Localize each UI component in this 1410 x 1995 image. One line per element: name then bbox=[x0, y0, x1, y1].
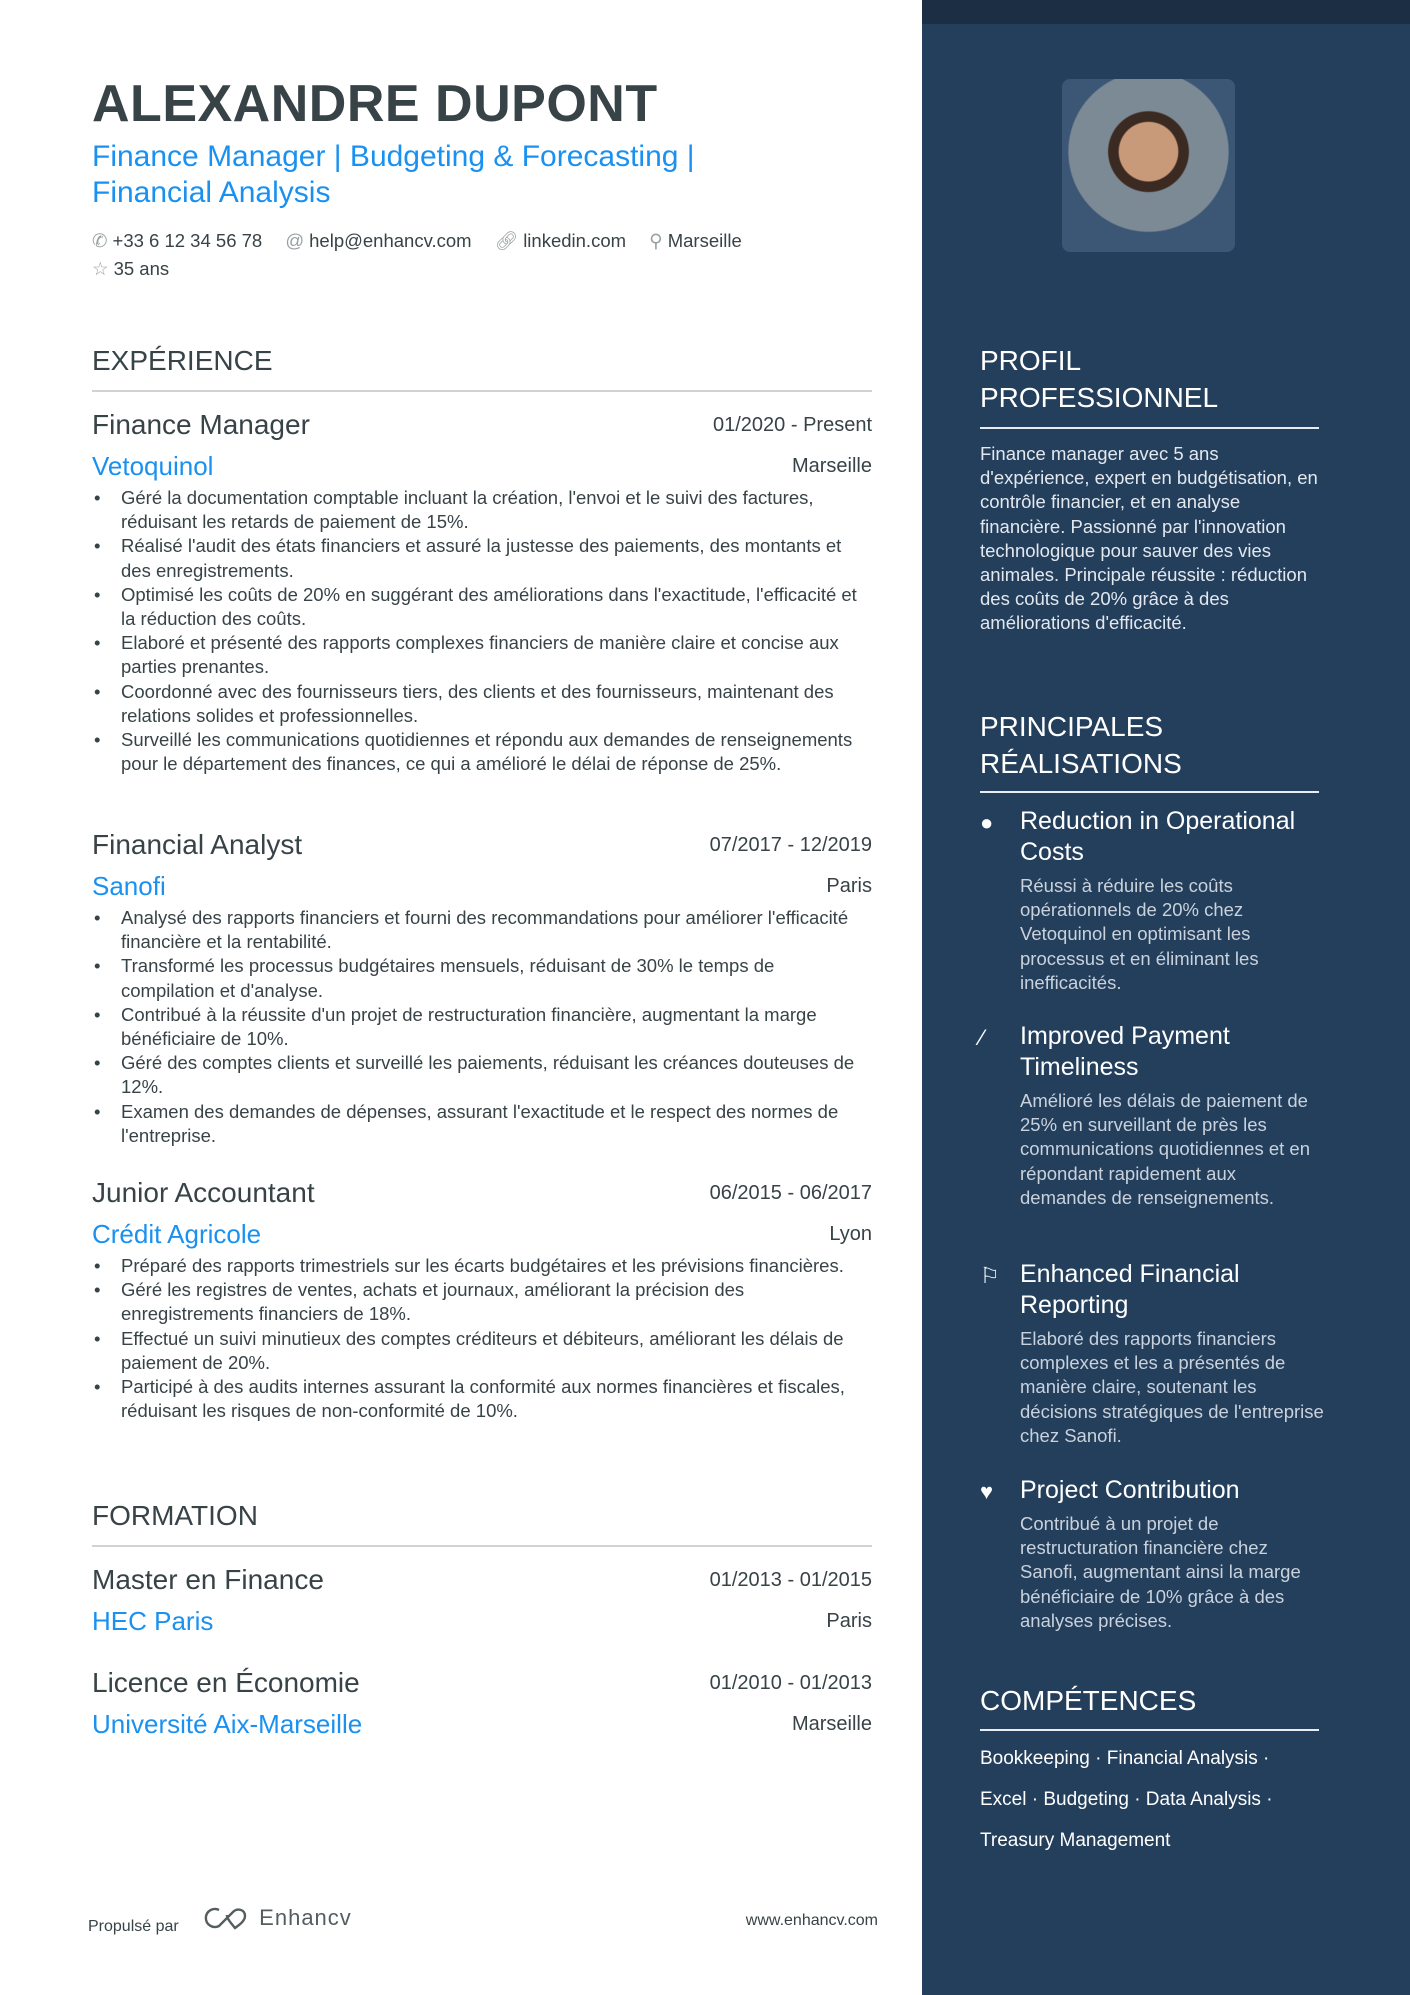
age-text: 35 ans bbox=[113, 258, 170, 279]
company-name: Sanofi bbox=[92, 871, 166, 901]
link-icon: 🔗︎ bbox=[494, 230, 519, 251]
footer-url[interactable]: www.enhancv.com bbox=[745, 1911, 878, 1929]
candidate-title: Finance Manager | Budgeting & Forecasting | Financial Analysis bbox=[92, 140, 695, 209]
heart-icon: ♥ bbox=[980, 1479, 994, 1504]
job-dates: 07/2017 - 12/2019 bbox=[709, 833, 872, 856]
job-title: Finance Manager bbox=[92, 409, 310, 440]
at-icon: @ bbox=[285, 230, 305, 251]
edu-dates: 01/2010 - 01/2013 bbox=[709, 1671, 872, 1694]
job-title: Junior Accountant bbox=[92, 1177, 315, 1208]
divider bbox=[92, 1545, 872, 1547]
job-dates: 06/2015 - 06/2017 bbox=[709, 1181, 872, 1204]
contact-info bbox=[92, 227, 812, 283]
education-heading: FORMATION bbox=[92, 1500, 258, 1531]
job-entry bbox=[92, 824, 872, 1148]
skills-heading: COMPÉTENCES bbox=[980, 1685, 1197, 1716]
contact-location bbox=[649, 230, 742, 251]
bullet: • Transformé les processus budgétaires mensuels, réduisant de 30% le temps de compilation et d'analyse. bbox=[92, 954, 872, 1002]
school: Université Aix-Marseille bbox=[92, 1709, 363, 1739]
school: HEC Paris bbox=[92, 1606, 214, 1636]
skills-list bbox=[980, 1738, 1325, 1861]
degree: Licence en Économie bbox=[92, 1667, 360, 1698]
bullet: • Préparé des rapports trimestriels sur les écarts budgétaires et les prévisions financières. bbox=[92, 1254, 872, 1278]
bullet: • Géré les registres de ventes, achats et journaux, améliorant la précision des enregistrements financiers de 18%. bbox=[92, 1278, 872, 1326]
degree: Master en Finance bbox=[92, 1564, 324, 1595]
profile-heading: PROFIL PROFESSIONNEL bbox=[980, 345, 1219, 413]
education-entry bbox=[92, 1662, 872, 1744]
achievement-title: Enhanced Financial Reporting bbox=[1020, 1260, 1240, 1319]
bullet: • Géré des comptes clients et surveillé les paiements, réduisant les créances douteuses de 12%. bbox=[92, 1051, 872, 1099]
experience-heading: EXPÉRIENCE bbox=[92, 345, 273, 376]
phone-icon: ✆ bbox=[92, 230, 108, 251]
education-entry bbox=[92, 1559, 872, 1641]
powered-label: Propulsé par bbox=[88, 1918, 179, 1935]
bullet: • Surveillé les communications quotidiennes et répondu aux demandes de renseignements pour le département des finances, ce qui a amélioré le délai de réponse de 25%. bbox=[92, 728, 872, 776]
star-icon: ☆ bbox=[92, 258, 109, 279]
job-bullets bbox=[92, 1254, 872, 1423]
divider bbox=[980, 1729, 1319, 1731]
candidate-name: ALEXANDRE DUPONT bbox=[92, 75, 658, 133]
edu-location: Marseille bbox=[791, 1712, 872, 1735]
achievement-text: Réussi à réduire les coûts opérationnels de 20% chez Vetoquinol en optimisant les processus et en éliminant les inefficacités. bbox=[1020, 875, 1259, 993]
job-entry bbox=[92, 1172, 872, 1423]
skills-line: Treasury Management bbox=[980, 1830, 1171, 1851]
divider bbox=[980, 427, 1319, 429]
bullet: • Analysé des rapports financiers et fourni des recommandations pour améliorer l'efficacité financière et la rentabilité. bbox=[92, 906, 872, 954]
profile-photo bbox=[1062, 79, 1235, 252]
bullet: • Coordonné avec des fournisseurs tiers, des clients et des fournisseurs, maintenant des relations solides et professionnelles. bbox=[92, 680, 872, 728]
achievement-item bbox=[980, 1021, 1325, 1210]
contact-phone bbox=[92, 230, 262, 251]
bullet: • Optimisé les coûts de 20% en suggérant des améliorations dans l'exactitude, l'efficacité et la réduction des coûts. bbox=[92, 583, 872, 631]
achievements-heading: PRINCIPALES RÉALISATIONS bbox=[980, 711, 1182, 779]
job-entry bbox=[92, 404, 872, 776]
bullet: • Effectué un suivi minutieux des comptes créditeurs et débiteurs, améliorant les délais de paiement de 20%. bbox=[92, 1327, 872, 1375]
achievement-title: Improved Payment Timeliness bbox=[1020, 1022, 1230, 1081]
job-bullets bbox=[92, 486, 872, 776]
bullet: • Elaboré et présenté des rapports complexes financiers de manière claire et concise aux parties prenantes. bbox=[92, 631, 872, 679]
achievement-text: Contribué à un projet de restructuration financière chez Sanofi, augmentant ainsi la marge bénéficiaire de 10% grâce à des analyses précises. bbox=[1020, 1513, 1301, 1631]
divider bbox=[980, 791, 1319, 793]
enhancv-logo[interactable] bbox=[203, 1905, 352, 1931]
company-name: Vetoquinol bbox=[92, 451, 214, 481]
brain-icon: ● bbox=[980, 810, 994, 835]
job-title: Financial Analyst bbox=[92, 829, 303, 860]
achievement-title: Reduction in Operational Costs bbox=[1020, 807, 1296, 866]
achievement-title: Project Contribution bbox=[1020, 1476, 1240, 1504]
contact-linkedin[interactable] bbox=[495, 230, 626, 251]
bullet: • Participé à des audits internes assurant la conformité aux normes financières et fiscales, réduisant les risques de non-conformité de 10%. bbox=[92, 1375, 872, 1423]
location-icon: ⚲ bbox=[649, 230, 663, 251]
achievement-item bbox=[980, 1475, 1325, 1633]
achievement-item bbox=[980, 806, 1325, 995]
achievement-item bbox=[980, 1259, 1325, 1448]
enhancv-logo-icon bbox=[203, 1905, 251, 1931]
phone-text: +33 6 12 34 56 78 bbox=[112, 230, 263, 251]
contact-email[interactable] bbox=[285, 230, 471, 251]
footer bbox=[88, 1905, 878, 1936]
linkedin-text[interactable]: linkedin.com bbox=[523, 230, 627, 251]
email-text[interactable]: help@enhancv.com bbox=[309, 230, 472, 251]
sidebar-top-band bbox=[922, 0, 1410, 24]
achievement-text: Elaboré des rapports financiers complexes et les a présentés de manière claire, soutenant les décisions stratégiques de l'entreprise chez Sanofi. bbox=[1020, 1328, 1324, 1446]
location-text: Marseille bbox=[667, 230, 742, 251]
divider bbox=[92, 390, 872, 392]
job-dates: 01/2020 - Present bbox=[713, 413, 872, 436]
job-location: Lyon bbox=[829, 1222, 872, 1245]
edu-location: Paris bbox=[826, 1609, 872, 1632]
contact-age bbox=[92, 258, 169, 279]
flag-icon: ⚐ bbox=[980, 1263, 1000, 1288]
enhancv-brand: Enhancv bbox=[259, 1905, 352, 1930]
profile-text: Finance manager avec 5 ans d'expérience, expert en budgétisation, en contrôle financier, et en analyse financière. Passionné par l'innovation technologique pour sauver des vies animales. Principale réussite : réduction des coûts de 20% grâce à des améliorations d'efficacité. bbox=[980, 443, 1318, 634]
skills-line: Bookkeeping · Financial Analysis · bbox=[980, 1748, 1270, 1769]
bullet: • Réalisé l'audit des états financiers et assuré la justesse des paiements, des montants et des enregistrements. bbox=[92, 534, 872, 582]
achievement-text: Amélioré les délais de paiement de 25% en surveillant de près les communications quotidiennes et en répondant rapidement aux demandes de renseignements. bbox=[1020, 1090, 1311, 1208]
skills-line: Excel · Budgeting · Data Analysis · bbox=[980, 1789, 1273, 1810]
job-location: Marseille bbox=[791, 454, 872, 477]
bullet: • Géré la documentation comptable incluant la création, l'envoi et le suivi des factures, réduisant les retards de paiement de 15%. bbox=[92, 486, 872, 534]
powered-by bbox=[88, 1905, 352, 1936]
edu-dates: 01/2013 - 01/2015 bbox=[709, 1568, 872, 1591]
bullet: • Contribué à la réussite d'un projet de restructuration financière, augmentant la marge bénéficiaire de 10%. bbox=[92, 1003, 872, 1051]
company-name: Crédit Agricole bbox=[92, 1219, 262, 1249]
bullet: • Examen des demandes de dépenses, assurant l'exactitude et le respect des normes de l'entreprise. bbox=[92, 1100, 872, 1148]
job-bullets bbox=[92, 906, 872, 1148]
magic-wand-icon: ⁄ bbox=[980, 1025, 984, 1050]
job-location: Paris bbox=[826, 874, 872, 897]
